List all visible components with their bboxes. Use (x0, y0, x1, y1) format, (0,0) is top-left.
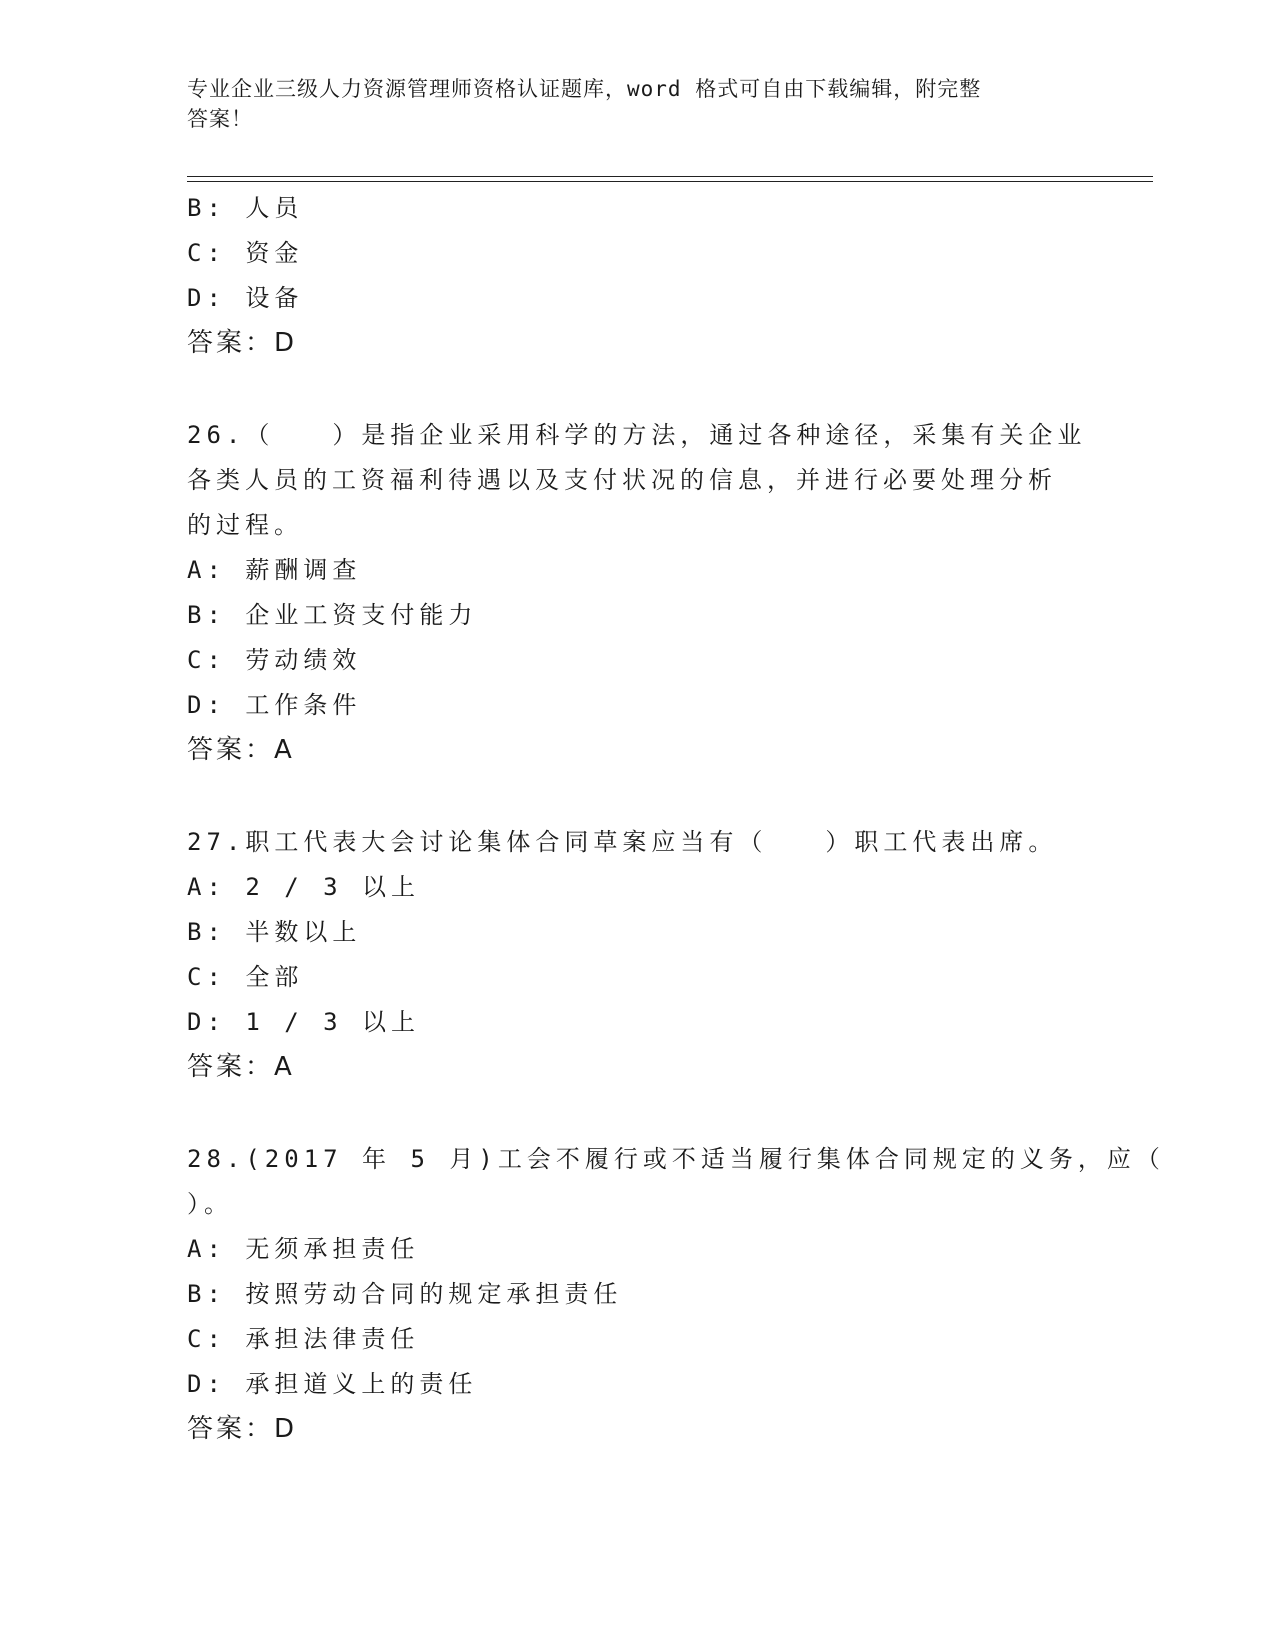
question-text-line: 各类人员的工资福利待遇以及支付状况的信息，并进行必要处理分析 (187, 466, 1057, 494)
question-text-line: 28.(2017 年 5 月)工会不履行或不适当履行集体合同规定的义务，应（ (187, 1145, 1165, 1173)
option-b: B: 半数以上 (187, 918, 362, 946)
question-list (187, 186, 1165, 1452)
answer-line: 答案：A (187, 1052, 295, 1082)
option-b: B: 人员 (187, 194, 304, 222)
question-text-line: ）。 (187, 1190, 233, 1218)
question-text-line: 的过程。 (187, 511, 303, 539)
option-c: C: 承担法律责任 (187, 1325, 420, 1353)
option-d: D: 设备 (187, 284, 304, 312)
header-divider-top (187, 176, 1153, 177)
option-b: B: 企业工资支付能力 (187, 601, 478, 629)
question-27 (187, 820, 1087, 1090)
option-b: B: 按照劳动合同的规定承担责任 (187, 1280, 623, 1308)
answer-line: 答案：D (187, 1414, 298, 1444)
option-d: D: 1 / 3 以上 (187, 1008, 421, 1036)
header-divider-bottom (187, 181, 1153, 182)
answer-line: 答案：D (187, 328, 298, 358)
option-c: C: 资金 (187, 239, 304, 267)
header-line-1: 专业企业三级人力资源管理师资格认证题库，word 格式可自由下载编辑，附完整 (187, 77, 982, 101)
option-a: A: 2 / 3 以上 (187, 873, 421, 901)
question-text-line: 26.（ ）是指企业采用科学的方法，通过各种途径，采集有关企业 (187, 421, 1087, 449)
option-c: C: 劳动绩效 (187, 646, 362, 674)
question-25-continued (187, 186, 1087, 366)
header-line-2: 答案！ (187, 107, 253, 131)
question-26 (187, 413, 1087, 773)
option-d: D: 工作条件 (187, 691, 362, 719)
page-header (187, 74, 1067, 134)
answer-line: 答案：A (187, 735, 295, 765)
option-a: A: 薪酬调查 (187, 556, 362, 584)
option-a: A: 无须承担责任 (187, 1235, 420, 1263)
question-text-line: 27.职工代表大会讨论集体合同草案应当有（ ）职工代表出席。 (187, 828, 1058, 856)
question-28 (187, 1137, 1165, 1452)
option-d: D: 承担道义上的责任 (187, 1370, 478, 1398)
option-c: C: 全部 (187, 963, 304, 991)
